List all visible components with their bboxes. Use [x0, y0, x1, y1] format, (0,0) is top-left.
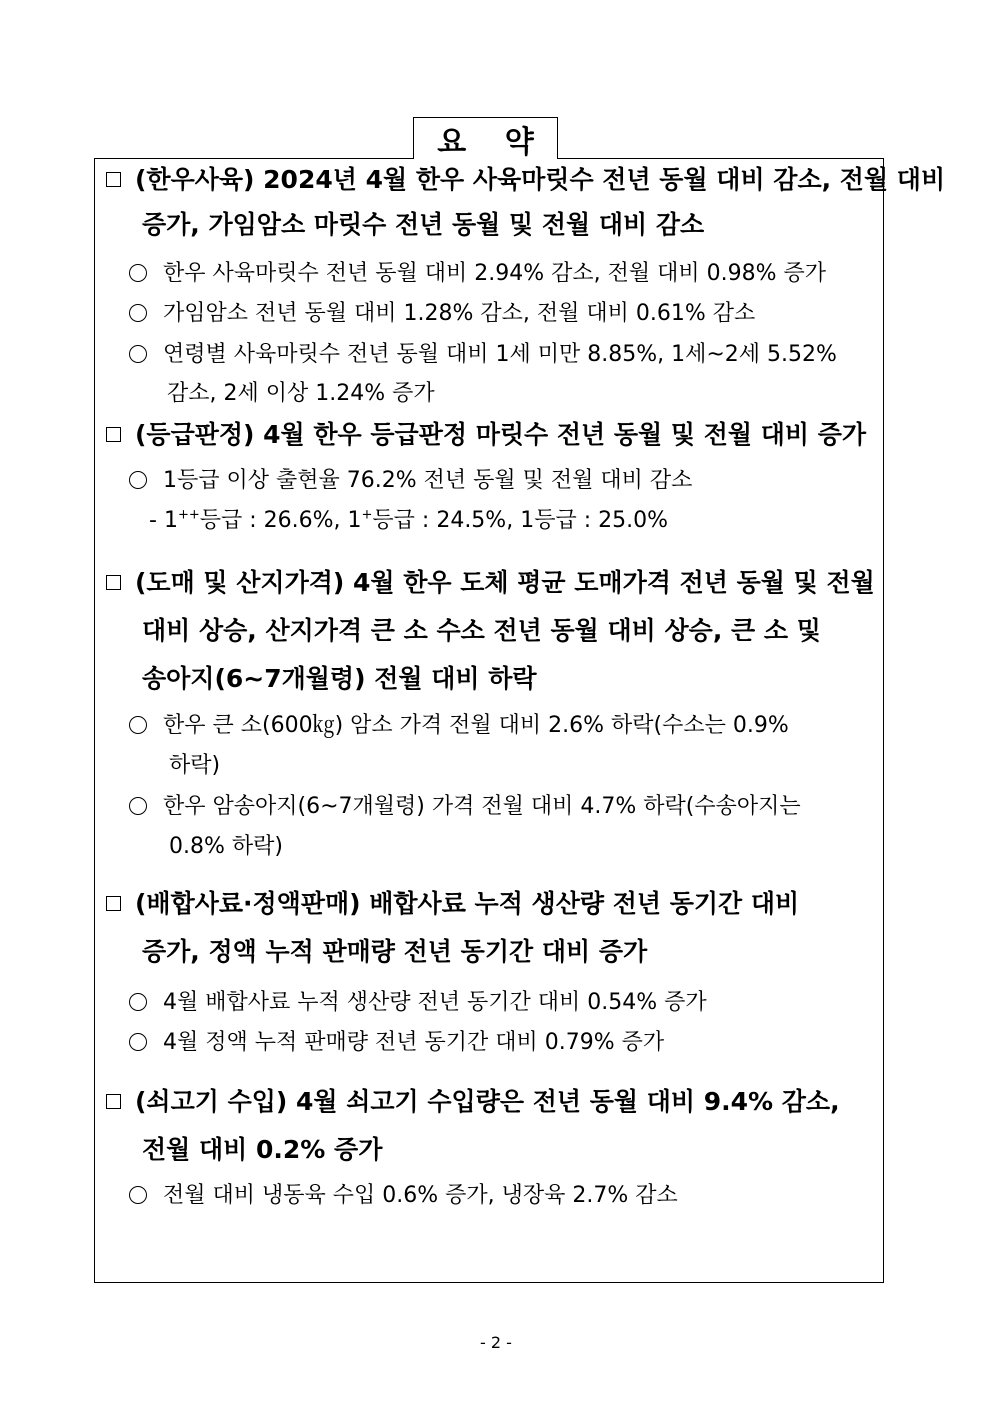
- checkbox-square-icon: [106, 427, 121, 442]
- section-1-bullet-3-cont: 감소, 2세 이상 1.24% 증가: [167, 381, 435, 406]
- section-3-header-line-1: (도매 및 산지가격) 4월 한우 도체 평균 도매가격 전년 동월 및 전월: [106, 563, 875, 599]
- section-5-header-line-1: (쇠고기 수입) 4월 쇠고기 수입량은 전년 동월 대비 9.4% 감소,: [106, 1082, 840, 1118]
- section-1-header-line-2: 증가, 가임암소 마릿수 전년 동월 및 전월 대비 감소: [142, 210, 705, 239]
- circle-bullet-icon: [129, 264, 147, 282]
- checkbox-square-icon: [106, 1094, 121, 1109]
- section-1-bullet-2: 가임암소 전년 동월 대비 1.28% 감소, 전월 대비 0.61% 감소: [129, 296, 755, 327]
- section-4-bullet-2: 4월 정액 누적 판매량 전년 동기간 대비 0.79% 증가: [129, 1025, 664, 1056]
- section-5-bullet-1: 전월 대비 냉동육 수입 0.6% 증가, 냉장육 2.7% 감소: [129, 1178, 678, 1209]
- circle-bullet-icon: [129, 716, 147, 734]
- section-3-bullet-1-cont: 하락): [169, 753, 221, 778]
- circle-bullet-icon: [129, 471, 147, 489]
- circle-bullet-icon: [129, 1033, 147, 1051]
- section-3-header-line-3: 송아지(6~7개월령) 전월 대비 하락: [142, 664, 537, 693]
- section-4-bullet-1: 4월 배합사료 누적 생산량 전년 동기간 대비 0.54% 증가: [129, 985, 707, 1016]
- checkbox-square-icon: [106, 575, 121, 590]
- circle-bullet-icon: [129, 797, 147, 815]
- checkbox-square-icon: [106, 172, 121, 187]
- circle-bullet-icon: [129, 304, 147, 322]
- section-2-dash-line: - 1++등급 : 26.6%, 1+등급 : 24.5%, 1등급 : 25.0%: [149, 507, 668, 533]
- section-3-bullet-2: 한우 암송아지(6~7개월령) 가격 전월 대비 4.7% 하락(수송아지는: [129, 789, 801, 820]
- section-4-header-line-1: (배합사료·정액판매) 배합사료 누적 생산량 전년 동기간 대비: [106, 884, 799, 920]
- section-1-bullet-1: 한우 사육마릿수 전년 동월 대비 2.94% 감소, 전월 대비 0.98% 증가: [129, 256, 826, 287]
- section-1-header-line-1: (한우사육) 2024년 4월 한우 사육마릿수 전년 동월 대비 감소, 전월 대비: [106, 160, 945, 196]
- section-3-bullet-1: 한우 큰 소(600㎏) 암소 가격 전월 대비 2.6% 하락(수소는 0.9%: [129, 708, 789, 739]
- section-4-header-line-2: 증가, 정액 누적 판매량 전년 동기간 대비 증가: [142, 937, 648, 966]
- section-3-bullet-2-cont: 0.8% 하락): [169, 834, 283, 859]
- page-number: - 2 -: [480, 1333, 512, 1352]
- section-5-header-line-2: 전월 대비 0.2% 증가: [142, 1135, 383, 1164]
- circle-bullet-icon: [129, 345, 147, 363]
- section-1-bullet-3: 연령별 사육마릿수 전년 동월 대비 1세 미만 8.85%, 1세~2세 5.52%: [129, 337, 837, 368]
- circle-bullet-icon: [129, 993, 147, 1011]
- checkbox-square-icon: [106, 896, 121, 911]
- section-2-header-line-1: (등급판정) 4월 한우 등급판정 마릿수 전년 동월 및 전월 대비 증가: [106, 415, 866, 451]
- circle-bullet-icon: [129, 1186, 147, 1204]
- summary-title: 요 약: [413, 117, 558, 159]
- section-2-bullet-1: 1등급 이상 출현율 76.2% 전년 동월 및 전월 대비 감소: [129, 463, 692, 494]
- section-3-header-line-2: 대비 상승, 산지가격 큰 소 수소 전년 동월 대비 상승, 큰 소 및: [142, 616, 821, 645]
